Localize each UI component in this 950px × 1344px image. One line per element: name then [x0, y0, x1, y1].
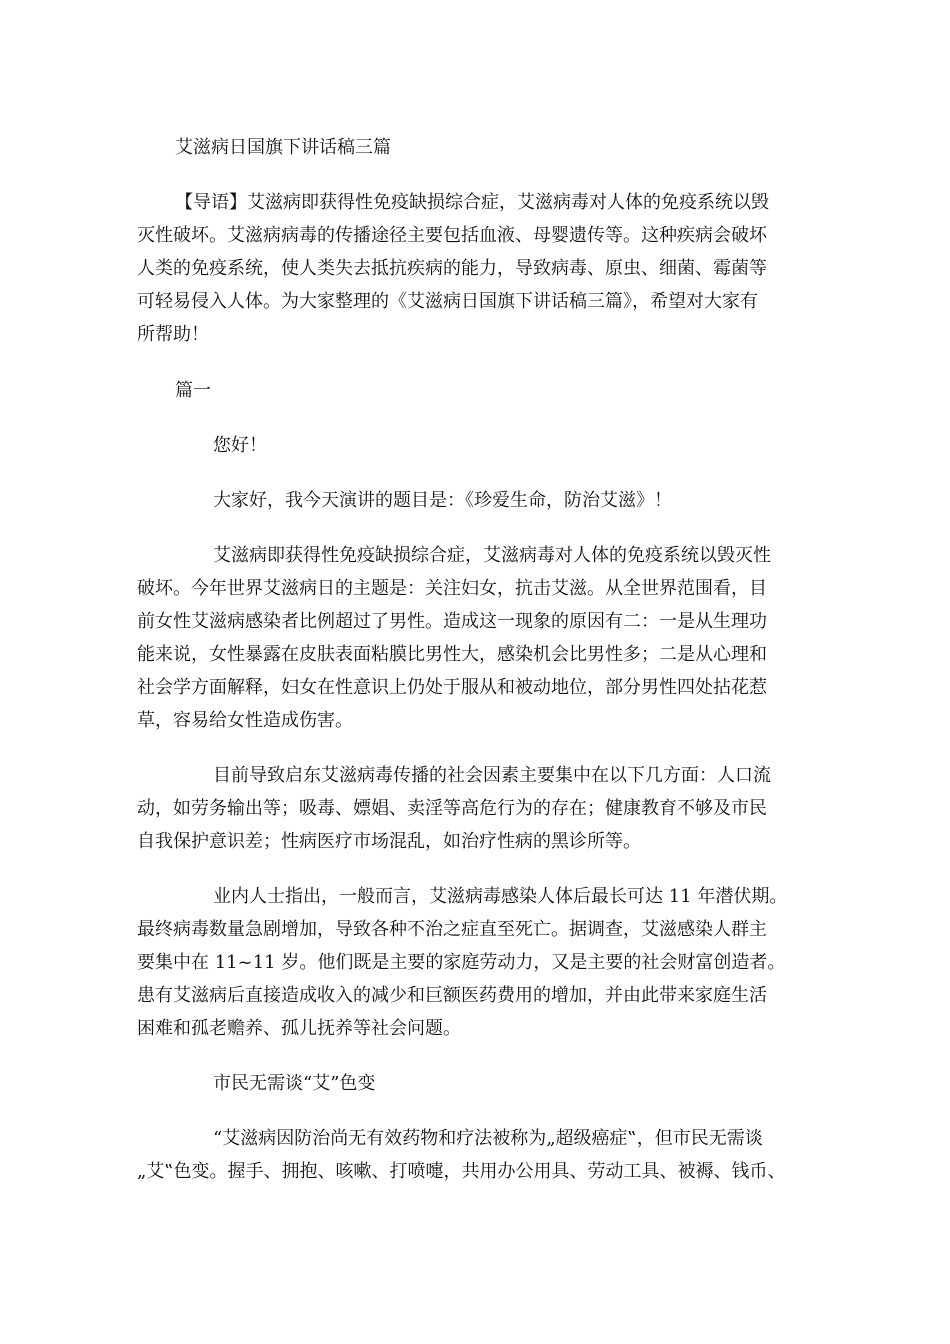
subheading: 市民无需谈“艾”色变	[213, 1073, 376, 1094]
para1-line-2: 破坏。今年世界艾滋病日的主题是：关注妇女，抗击艾滋。从全世界范围看，目	[137, 578, 767, 599]
para3-line-3: 要集中在 11~11 岁。他们既是主要的家庭劳动力，又是主要的社会财富创造者。	[137, 952, 786, 973]
para3-line-5: 困难和孤老赡养、孤儿抚养等社会问题。	[137, 1018, 461, 1039]
intro-line-1: 【导语】艾滋病即获得性免疫缺损综合症，艾滋病毒对人体的免疫系统以毁	[175, 192, 769, 213]
greeting: 您好！	[213, 435, 267, 456]
document-title: 艾滋病日国旗下讲话稿三篇	[175, 137, 391, 158]
para2-line-3: 自我保护意识差；性病医疗市场混乱，如治疗性病的黑诊所等。	[137, 831, 641, 852]
intro-line-5: 所帮助！	[137, 324, 209, 345]
para3-line-4: 患有艾滋病后直接造成收入的减少和巨额医药费用的增加，并由此带来家庭生活	[137, 985, 767, 1006]
intro-line-2: 灭性破坏。艾滋病病毒的传播途径主要包括血液、母婴遗传等。这种疾病会破坏	[137, 225, 767, 246]
para1-line-4: 能来说，女性暴露在皮肤表面粘膜比男性大，感染机会比男性多；二是从心理和	[137, 644, 767, 665]
speech-topic: 大家好，我今天演讲的题目是：《珍爱生命，防治艾滋》！	[213, 490, 672, 511]
para1-line-6: 草，容易给女性造成伤害。	[137, 710, 353, 731]
para2-line-2: 动，如劳务输出等；吸毒、嫖娼、卖淫等高危行为的存在；健康教育不够及市民	[137, 798, 767, 819]
intro-line-4: 可轻易侵入人体。为大家整理的《艾滋病日国旗下讲话稿三篇》，希望对大家有	[137, 291, 758, 312]
para4-line-2: „艾‟色变。握手、拥抱、咳嗽、打喷嚏，共用办公用具、劳动工具、被褥、钱币、	[137, 1161, 786, 1182]
para1-line-1: 艾滋病即获得性免疫缺损综合症，艾滋病毒对人体的免疫系统以毁灭性	[213, 545, 771, 566]
para1-line-5: 社会学方面解释，妇女在性意识上仍处于服从和被动地位，部分男性四处拈花惹	[137, 677, 767, 698]
para3-line-1: 业内人士指出，一般而言，艾滋病毒感染人体后最长可达 11 年潜伏期。	[213, 886, 788, 907]
para4-line-1: “艾滋病因防治尚无有效药物和疗法被称为„超级癌症‟，但市民无需谈	[213, 1128, 763, 1149]
section-heading-one: 篇一	[175, 380, 211, 401]
para1-line-3: 前女性艾滋病感染者比例超过了男性。造成这一现象的原因有二：一是从生理功	[137, 611, 767, 632]
para3-line-2: 最终病毒数量急剧增加，导致各种不治之症直至死亡。据调查，艾滋感染人群主	[137, 919, 767, 940]
para2-line-1: 目前导致启东艾滋病毒传播的社会因素主要集中在以下几方面：人口流	[213, 765, 771, 786]
intro-line-3: 人类的免疫系统，使人类失去抵抗疾病的能力，导致病毒、原虫、细菌、霉菌等	[137, 258, 767, 279]
